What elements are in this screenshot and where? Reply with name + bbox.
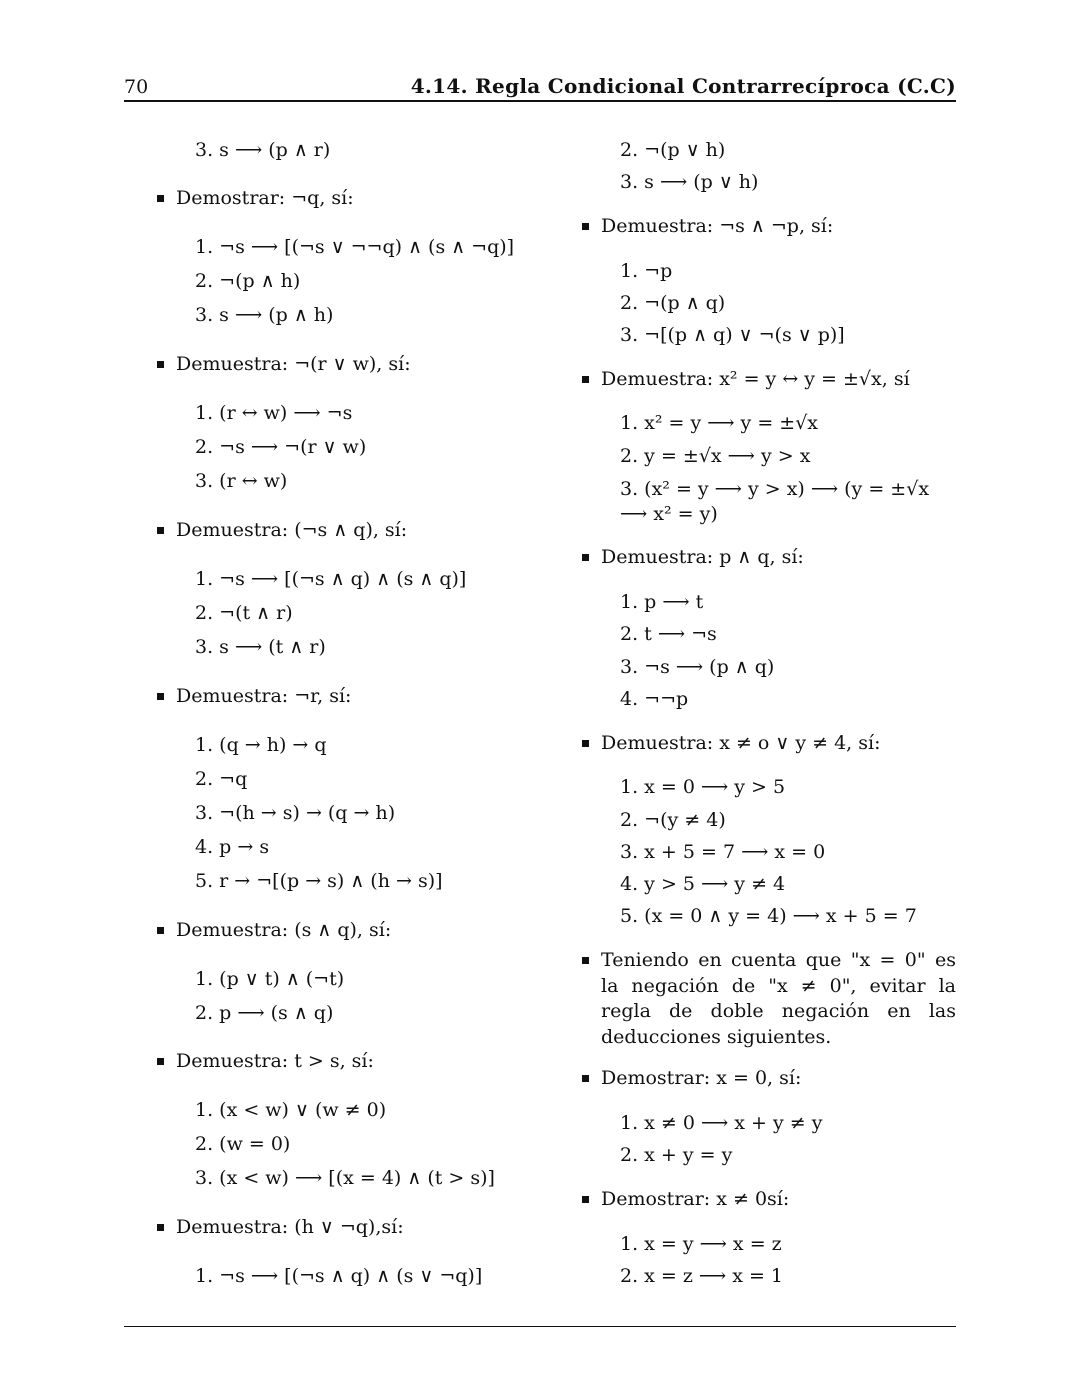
exercise-item	[580, 367, 910, 391]
proof-step: 1. ¬s ⟶ [(¬s ∧ q) ∧ (s ∨ ¬q)]	[195, 1265, 483, 1287]
proof-step: 5. (x = 0 ∧ y = 4) ⟶ x + 5 = 7	[620, 905, 917, 927]
proof-step: 1. (x < w) ∨ (w ≠ 0)	[195, 1099, 387, 1121]
proof-step: 3. (x² = y ⟶ y > x) ⟶ (y = ±√x ⟶ x² = y)	[620, 478, 930, 525]
proof-step: 2. ¬(p ∨ h)	[620, 139, 726, 161]
proof-step: 1. ¬p	[620, 260, 673, 282]
exercise-statement: Demuestra: ¬r, sí:	[176, 685, 352, 707]
proof-step: 3. x + 5 = 7 ⟶ x = 0	[620, 841, 826, 863]
proof-step: 4. y > 5 ⟶ y ≠ 4	[620, 873, 786, 895]
proof-step: 2. ¬(p ∧ h)	[195, 270, 301, 292]
exercise-item	[155, 918, 391, 942]
proof-step: 3. ¬s ⟶ (p ∧ q)	[620, 656, 775, 678]
exercise-item	[155, 518, 407, 542]
proof-step: 4. ¬¬p	[620, 688, 689, 710]
proof-step: 1. x = y ⟶ x = z	[620, 1233, 782, 1255]
exercise-item	[580, 545, 804, 569]
exercise-item	[155, 1049, 374, 1073]
proof-step: 2. ¬(t ∧ r)	[195, 602, 293, 624]
exercise-item	[580, 214, 833, 238]
proof-step: 1. x = 0 ⟶ y > 5	[620, 776, 786, 798]
bullet-square-icon	[157, 195, 164, 202]
bullet-square-icon	[157, 693, 164, 700]
proof-step: 4. p → s	[195, 836, 270, 858]
bullet-square-icon	[157, 1224, 164, 1231]
proof-step: 3. ¬(h → s) → (q → h)	[195, 802, 396, 824]
proof-step: 2. p ⟶ (s ∧ q)	[195, 1002, 334, 1024]
page-header	[124, 70, 956, 102]
exercise-statement: Demuestra: (h ∨ ¬q),sí:	[176, 1216, 404, 1238]
exercise-statement: Demostrar: ¬q, sí:	[176, 187, 354, 209]
exercise-statement: Demuestra: ¬s ∧ ¬p, sí:	[601, 215, 834, 237]
proof-step: 2. ¬q	[195, 768, 248, 790]
proof-step: 2. x + y = y	[620, 1144, 733, 1166]
exercise-item	[155, 684, 351, 708]
exercise-statement: Demuestra: x ≠ o ∨ y ≠ 4, sí:	[601, 732, 881, 754]
exercise-item	[580, 731, 880, 755]
proof-step: 2. ¬(p ∧ q)	[620, 292, 726, 314]
exercise-item	[155, 186, 354, 210]
bullet-square-icon	[582, 1075, 589, 1082]
exercise-statement: Demuestra: (s ∧ q), sí:	[176, 919, 392, 941]
page-number: 70	[124, 76, 149, 98]
bullet-square-icon	[582, 376, 589, 383]
proof-step: 2. ¬s ⟶ ¬(r ∨ w)	[195, 436, 367, 458]
bullet-square-icon	[157, 927, 164, 934]
exercise-item	[580, 1066, 801, 1090]
bullet-square-icon	[582, 957, 589, 964]
proof-step: 1. x ≠ 0 ⟶ x + y ≠ y	[620, 1112, 823, 1134]
bullet-square-icon	[157, 527, 164, 534]
proof-step: 1. (p ∨ t) ∧ (¬t)	[195, 968, 345, 990]
proof-step: 2. (w = 0)	[195, 1133, 291, 1155]
bullet-square-icon	[582, 740, 589, 747]
proof-step: 3. (r ↔ w)	[195, 470, 288, 492]
proof-step: 2. x = z ⟶ x = 1	[620, 1265, 784, 1287]
proof-step: 2. t ⟶ ¬s	[620, 623, 717, 645]
proof-step: 3. s ⟶ (p ∧ h)	[195, 304, 334, 326]
proof-step: 3. ¬[(p ∧ q) ∨ ¬(s ∨ p)]	[620, 324, 845, 346]
proof-step: 3. s ⟶ (t ∧ r)	[195, 636, 326, 658]
proof-step: 2. ¬(y ≠ 4)	[620, 809, 726, 831]
instruction-note	[580, 948, 956, 1050]
bullet-square-icon	[582, 223, 589, 230]
bullet-square-icon	[157, 1058, 164, 1065]
exercise-statement: Demuestra: p ∧ q, sí:	[601, 546, 804, 568]
exercise-item	[155, 1215, 404, 1239]
exercise-item	[580, 1187, 789, 1211]
proof-step: 1. ¬s ⟶ [(¬s ∨ ¬¬q) ∧ (s ∧ ¬q)]	[195, 236, 515, 258]
section-title: 4.14. Regla Condicional Contrarrecíproca (C.C)	[410, 74, 956, 98]
proof-step: 1. p ⟶ t	[620, 591, 704, 613]
proof-step: 3. s ⟶ (p ∨ h)	[620, 171, 759, 193]
bullet-square-icon	[582, 1196, 589, 1203]
proof-step: 1. x² = y ⟶ y = ±√x	[620, 412, 819, 434]
exercise-statement: Demuestra: (¬s ∧ q), sí:	[176, 519, 408, 541]
instruction-text: Teniendo en cuenta que "x = 0" es la negación de "x ≠ 0", evitar la regla de doble negación en las deducciones siguientes.	[601, 949, 956, 1048]
proof-step: 1. (q → h) → q	[195, 734, 327, 756]
footer-rule	[124, 1326, 956, 1327]
proof-step: 3. s ⟶ (p ∧ r)	[195, 139, 331, 161]
proof-step: 1. ¬s ⟶ [(¬s ∧ q) ∧ (s ∧ q)]	[195, 568, 467, 590]
bullet-square-icon	[582, 554, 589, 561]
exercise-statement: Demostrar: x ≠ 0sí:	[601, 1188, 790, 1210]
exercise-item	[155, 352, 411, 376]
exercise-statement: Demostrar: x = 0, sí:	[601, 1067, 802, 1089]
exercise-statement: Demuestra: ¬(r ∨ w), sí:	[176, 353, 411, 375]
exercise-statement: Demuestra: x² = y ↔ y = ±√x, sí	[601, 368, 910, 390]
proof-step: 1. (r ↔ w) ⟶ ¬s	[195, 402, 353, 424]
proof-step: 3. (x < w) ⟶ [(x = 4) ∧ (t > s)]	[195, 1167, 495, 1189]
exercise-statement: Demuestra: t > s, sí:	[176, 1050, 374, 1072]
proof-step: 2. y = ±√x ⟶ y > x	[620, 445, 811, 467]
bullet-square-icon	[157, 361, 164, 368]
proof-step: 5. r → ¬[(p → s) ∧ (h → s)]	[195, 870, 443, 892]
